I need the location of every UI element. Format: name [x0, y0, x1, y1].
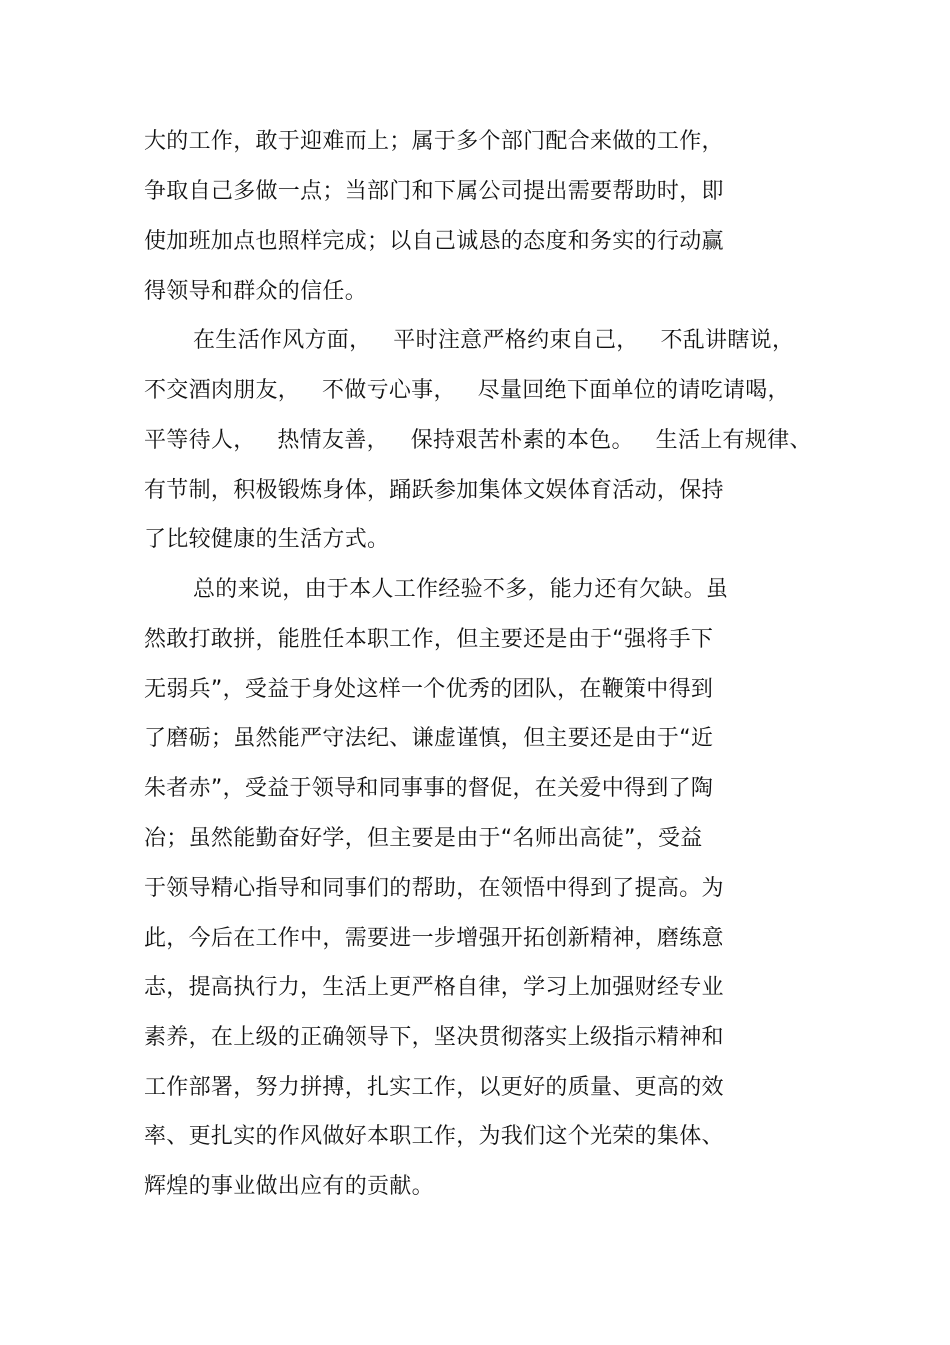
text-line: 志，提高执行力，生活上更严格自律，学习上加强财经专业	[144, 975, 724, 1000]
text-line: 冶；虽然能勤奋好学，但主要是由于“名师出高徒”，受益	[144, 826, 703, 851]
text-line: 朱者赤”，受益于领导和同事事的督促，在关爱中得到了陶	[144, 776, 714, 801]
text-line: 在生活作风方面， 平时注意严格约束自己， 不乱讲瞎说，	[193, 328, 795, 353]
text-line: 平等待人， 热情友善， 保持艰苦朴素的本色。 生活上有规律、	[144, 428, 812, 453]
text-line: 辉煌的事业做出应有的贡献。	[144, 1174, 434, 1199]
text-line: 不交酒肉朋友， 不做亏心事， 尽量回绝下面单位的请吃请喝，	[144, 378, 790, 403]
text-line: 于领导精心指导和同事们的帮助，在领悟中得到了提高。为	[144, 876, 724, 901]
text-line: 素养，在上级的正确领导下，坚决贯彻落实上级指示精神和	[144, 1025, 724, 1050]
text-line: 总的来说，由于本人工作经验不多，能力还有欠缺。虽	[193, 577, 729, 602]
text-line: 了磨砺；虽然能严守法纪、谦虚谨慎，但主要还是由于“近	[144, 726, 714, 751]
text-line: 此，今后在工作中，需要进一步增强开拓创新精神，磨练意	[144, 926, 724, 951]
text-line: 工作部署，努力拼搏，扎实工作，以更好的质量、更高的效	[144, 1075, 724, 1100]
text-line: 有节制，积极锻炼身体，踊跃参加集体文娱体育活动，保持	[144, 478, 724, 503]
text-line: 大的工作，敢于迎难而上；属于多个部门配合来做的工作，	[144, 129, 724, 154]
text-line: 使加班加点也照样完成；以自己诚恳的态度和务实的行动赢	[144, 229, 724, 254]
text-line: 了比较健康的生活方式。	[144, 527, 390, 552]
text-line: 无弱兵”，受益于身处这样一个优秀的团队，在鞭策中得到	[144, 677, 714, 702]
text-line: 得领导和群众的信任。	[144, 279, 368, 304]
text-line: 率、更扎实的作风做好本职工作，为我们这个光荣的集体、	[144, 1124, 724, 1149]
text-line: 然敢打敢拼，能胜任本职工作，但主要还是由于“强将手下	[144, 627, 714, 652]
text-line: 争取自己多做一点；当部门和下属公司提出需要帮助时，即	[144, 179, 724, 204]
